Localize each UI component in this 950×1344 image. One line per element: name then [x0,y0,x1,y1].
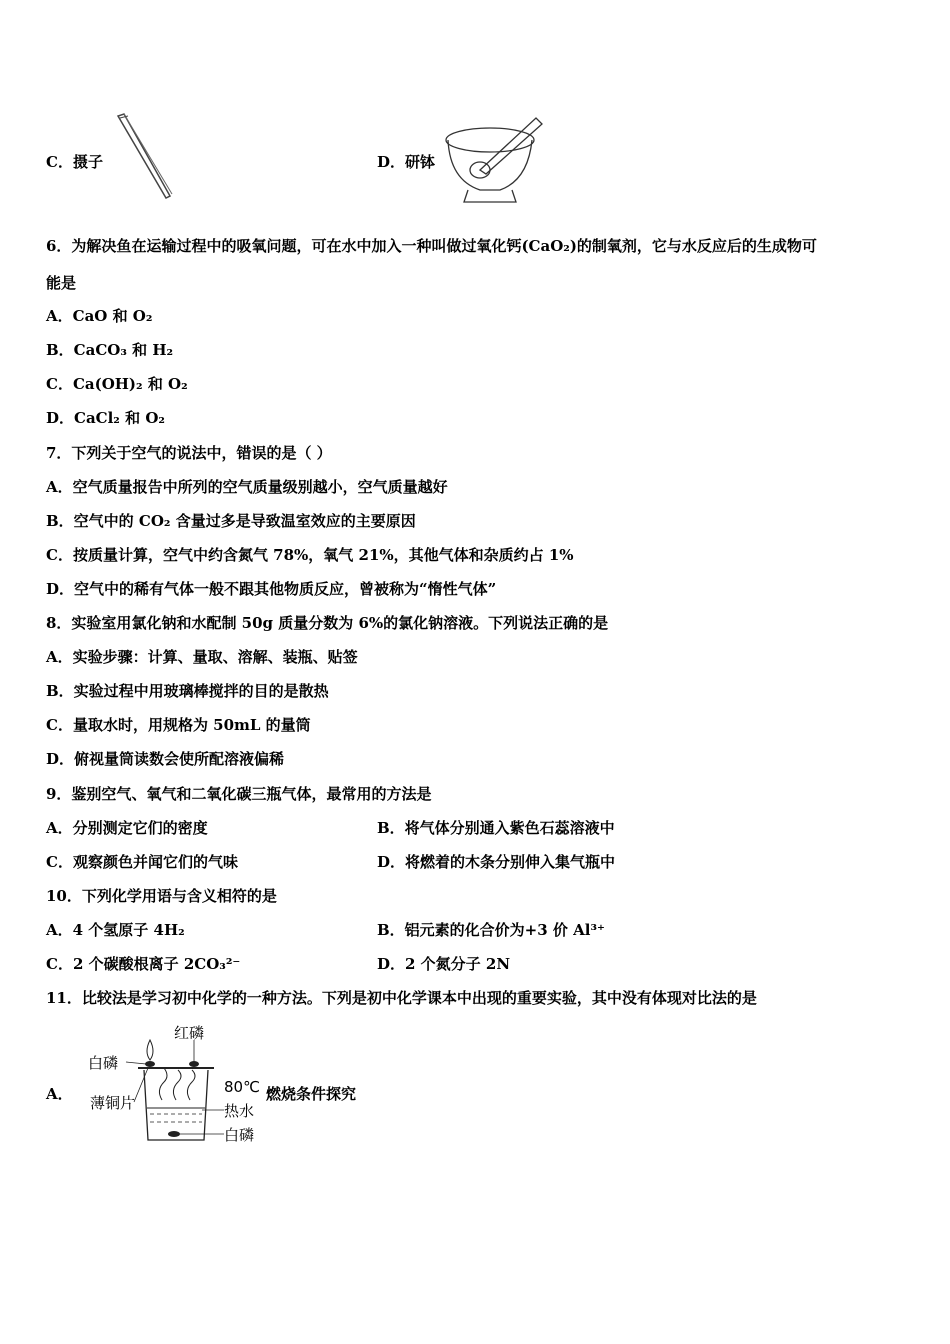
q8-option-d: D．俯视量筒读数会使所配溶液偏稀 [46,750,285,768]
label-copper-sheet: 薄铜片 [90,1094,136,1112]
q10-stem: 10．下列化学用语与含义相符的是 [46,887,277,905]
q9-option-a: A．分别测定它们的密度 [46,819,208,837]
label-hot-water: 热水 [224,1102,255,1120]
q11-stem: 11．比较法是学习初中化学的一种方法。下列是初中化学课本中出现的重要实验，其中没有体现对比法的是 [46,989,757,1007]
q6-option-b: B．CaCO₃ 和 H₂ [46,341,174,359]
q11-option-a-letter: A． [46,1085,73,1103]
label-red-phosphorus: 红磷 [174,1024,205,1042]
q7-option-d: D．空气中的稀有气体一般不跟其他物质反应，曾被称为“惰性气体” [46,580,497,598]
q10-option-b: B．铝元素的化合价为+3 价 Al³⁺ [377,921,605,939]
q6-stem-line2: 能是 [46,274,77,292]
q7-option-a: A．空气质量报告中所列的空气质量级别越小，空气质量越好 [46,478,448,496]
q9-option-b: B．将气体分别通入紫色石蕊溶液中 [377,819,615,837]
label-temperature: 80℃ [224,1078,260,1096]
q7-stem: 7．下列关于空气的说法中，错误的是（ ） [46,444,332,462]
tweezers-figure [110,110,180,205]
q8-option-a: A．实验步骤：计算、量取、溶解、装瓶、贴签 [46,648,358,666]
q6-option-c: C．Ca(OH)₂ 和 O₂ [46,375,188,393]
label-white-phosphorus-top: 白磷 [88,1054,119,1072]
q6-option-d: D．CaCl₂ 和 O₂ [46,409,165,427]
mortar-figure [440,110,550,205]
q9-stem: 9．鉴别空气、氧气和二氧化碳三瓶气体，最常用的方法是 [46,785,432,803]
q7-option-b: B．空气中的 CO₂ 含量过多是导致温室效应的主要原因 [46,512,416,530]
q8-stem: 8．实验室用氯化钠和水配制 50g 质量分数为 6%的氯化钠溶液。下列说法正确的是 [46,614,609,632]
q7-option-c: C．按质量计算，空气中约含氮气 78%，氧气 21%，其他气体和杂质约占 1% [46,546,574,564]
q9-option-d: D．将燃着的木条分别伸入集气瓶中 [377,853,616,871]
q6-option-a: A．CaO 和 O₂ [46,307,153,325]
q9-option-c: C．观察颜色并闻它们的气味 [46,853,238,871]
q5-option-c: C．摄子 [46,153,103,171]
q5-option-d: D．研钵 [377,153,436,171]
label-white-phosphorus-bottom: 白磷 [224,1126,255,1144]
q8-option-b: B．实验过程中用玻璃棒搅拌的目的是散热 [46,682,329,700]
q8-option-c: C．量取水时，用规格为 50mL 的量筒 [46,716,311,734]
q6-stem-line1: 6．为解决鱼在运输过程中的吸氧问题，可在水中加入一种叫做过氧化钙(CaO₂)的制氧剂，它与水反应后的生成物可 [46,237,817,255]
q10-option-c: C．2 个碳酸根离子 2CO₃²⁻ [46,955,241,973]
q10-option-d: D．2 个氮分子 2N [377,955,511,973]
q11-option-a-caption: 燃烧条件探究 [266,1085,357,1103]
combustion-experiment-figure [86,1022,266,1144]
q10-option-a: A．4 个氢原子 4H₂ [46,921,185,939]
